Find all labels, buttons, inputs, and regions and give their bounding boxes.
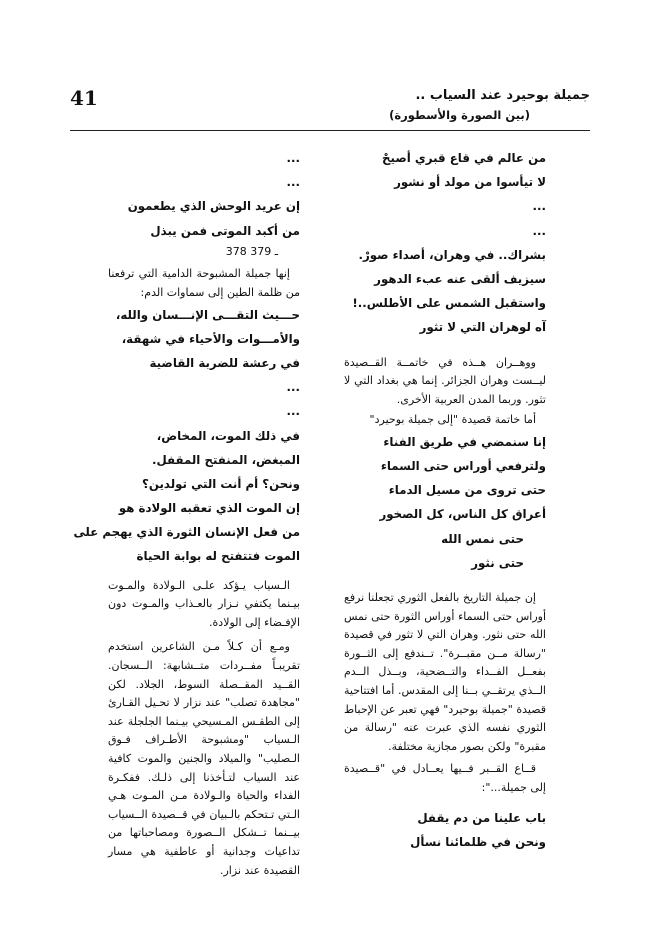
verse-line: إن عريد الوحش الذي يطعمون [127,199,300,214]
verse-line: الموت فتتفتح له بوابة الحياة [136,549,300,564]
verse-block [344,430,546,575]
right-column [344,146,546,854]
running-subtitle: (بين الصورة والأسطورة) [389,108,530,122]
verse-line: من فعل الإنسان الثورة الذي يهجم على [73,525,300,540]
page-number: 41 [70,86,98,110]
running-header [70,86,590,126]
verse-line: ونحن؟ أم أنت التي تولدين؟ [142,476,300,491]
verse-line: ولترفعي أوراس حتى السماء [380,459,546,474]
verse-line: من أكبد الموتى فمن يبذل [150,223,300,238]
paragraph: إنها جميلة المشبوحة الدامية التي ترفعنا من ظلمة الطين إلى سماوات الدم: [108,267,300,299]
left-column [73,146,300,880]
verse-line: إنا سنمضي في طريق الفناء [383,434,546,449]
verse-line: بشراك.. في وهران، أصداء صورْ. [358,247,546,262]
running-title: جميلة بوحيرد عند السياب .. [415,88,590,103]
verse-line: واستقبل الشمس على الأطلس..! [352,296,546,311]
verse-line: حتى تروى من مسيل الدماء [388,483,546,498]
verse-line: ... [286,404,300,419]
paragraph: إن جميلة التاريخ بالفعل الثوري تجعلنا نرفع أوراس حتى السماء أوراس الثورة حتى نمس الله حتى نثور. وهران التي لا تثور في قصيدة "رسالة مــن مقبــرة". تــندفع إلى الثــورة بفعــل الفــداء والتــضحية، وبــذل الــدم الــذي يرتقــي بــنا إلى المقدس. أما افتتاحية قصيدة "جميلة بوحيرد" فهي تعبر عن الإحباط الثوري نفسه الذي عبرت عنه "رسالة من مقبرة" ولكن بصور مجازية مختلفة. [344,591,546,753]
paragraph: ووهــران هــذه في خاتمــة القــصيدة ليــست وهران الجزائر. إنما هي بغداد التي لا تثور. وربما المدن العربية الأخرى. [344,355,546,406]
verse-line: في ذلك الموت، المخاض، المبغض، المنفتح المقفل. [151,428,300,467]
verse-line: ... [286,380,300,395]
verse-line: أعراق كل الناس، كل الصخور [379,507,546,522]
verse-line: حـــيث التقـــى الإنـــسان والله، والأمـــوات والأحياء في شهقة، [115,307,300,346]
paragraph: أما خاتمة قصيدة "إلى جميلة بوحيرد" [369,413,536,427]
verse-line: من عالم في قاع قبري أصيحْ [382,151,546,165]
page-reference-text: 378 ـ 379 [225,244,278,258]
verse-line: ... [532,223,546,238]
verse-line: سيزيف ألقى عنه عبء الدهور [374,271,546,286]
verse-block [344,146,546,340]
verse-line: ... [532,199,546,214]
paragraph: قــاع القــبر فــيها يعــادل في "قــصيدة إلى جميلة...": [344,762,546,794]
verse-line: حتى نثور [471,555,524,570]
verse-line: إن الموت الذي تعقبه الولادة هو [118,501,300,516]
verse-line: ... [286,175,300,190]
verse-block [73,303,300,569]
verse-line: آه لوهران التي لا تثور [419,320,546,335]
verse-line: ونحن في ظلمائنا نسأل [410,834,546,849]
verse-block [108,146,300,243]
paragraph: ومـع أن كـلاً مـن الشاعرين استخدم تقريبـاً مفــردات متــشابهة: الــسجان. القــيد المقــصلة السوط، الجلاد. لكن "مجاهدة تصلب" عند نزار لا تحـيل القـارئ إلى الطقـس المـسيحي بيـنما الجلجلة عند الـسياب "ومشبوحة الأطـراف فـوق الـصليب" والميلاد والجنين والموت كافية عند السياب لتـأخذنا إلى ذلـك. ففكـرة الفداء والحياة والـولادة مـن المـوت هـي الـتي تـتحكم بالـبيان في قــصيدة الــسياب بيــنما تــشكل الــصورة ومصاحباتها من تداعيات وجدانية أو عاطفية هي مسار القصيدة عند نزار. [108,640,300,877]
verse-line: باب علينا من دم يقفل [417,810,546,825]
verse-line: في رعشة للضربة القاضية [149,355,300,370]
verse-block [344,806,546,854]
header-rule [70,130,590,131]
paragraph: الـسياب يـؤكد علـى الـولادة والمـوت بيـنما يكتفي نـزار بالعـذاب والمـوت دون الإفـضاء إلى الولادة. [108,578,300,629]
verse-line: ... [286,151,300,165]
verse-line: حتى نمس الله [441,531,524,546]
verse-line: لا تيأسوا من مولد أو نشور [394,175,546,190]
page-reference [108,243,300,262]
